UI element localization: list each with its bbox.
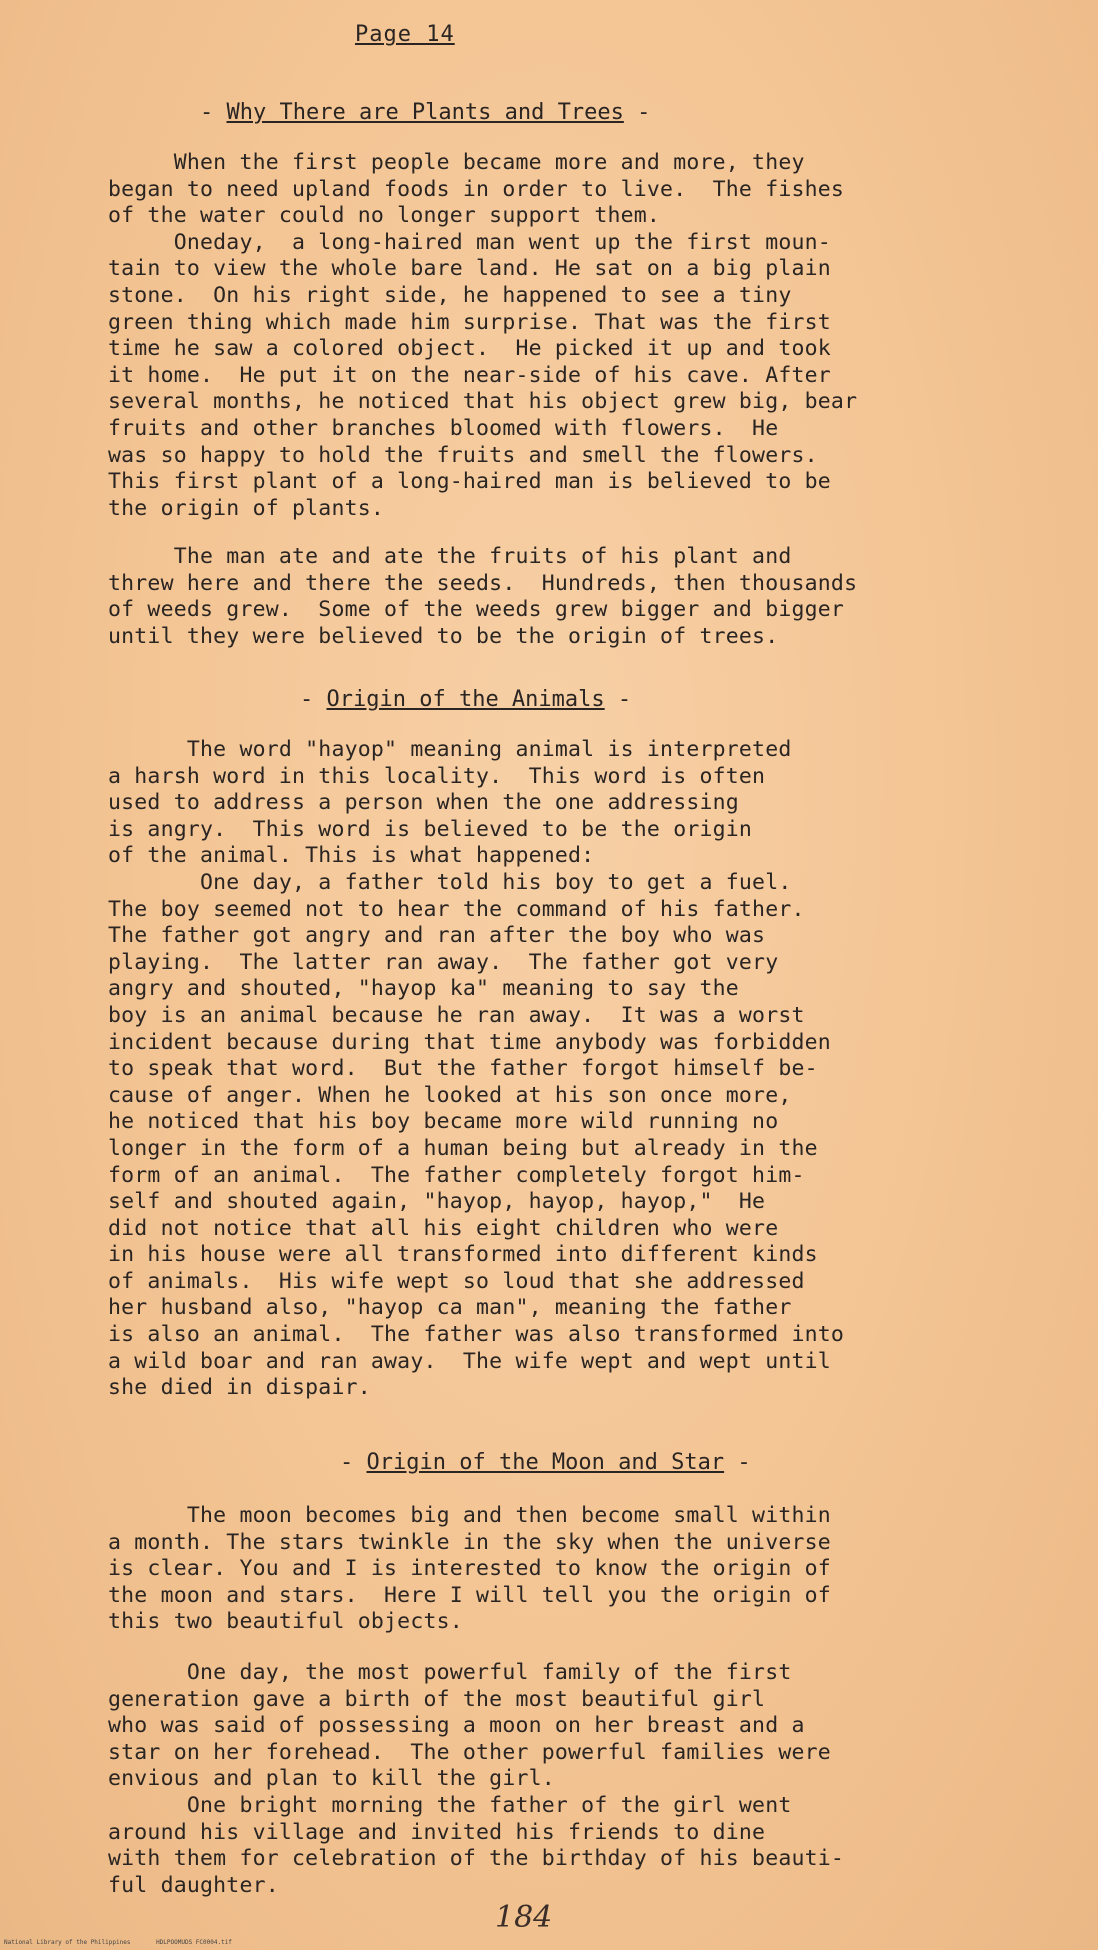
paragraph-plants-1: When the first people became more and more, they began to need upland foods in order to live. The fishes of the water could no longer support them. Oneday, a long-haired man went up the first moun- tain to view the whole bare land. He sat on a big plain stone. On his right side, he happened to see a tiny green thing which made him surprise. That was the first time he saw a colored object. He picked it up and took it home. He put it on the near-side of his cave. After several months, he noticed that his object grew big, bear fruits and other branches bloomed with flowers. He was so happy to hold the fruits and smell the flowers. This first plant of a long-haired man is believed to be the origin of plants. [108, 150, 858, 521]
handwritten-page-number: 184 [495, 1900, 553, 1935]
paragraph-moon-1: The moon becomes big and then become small within a month. The stars twinkle in the sky when the universe is clear. You and I is interested to know the origin of the moon and stars. Here I will tell you the origin of this two beautiful objects. [108, 1503, 831, 1635]
paragraph-plants-2: The man ate and ate the fruits of his plant and threw here and there the seeds. Hundreds, then thousands of weeds grew. Some of the weeds grew bigger and bigger until they were believed to be the origin of trees. [108, 544, 858, 649]
heading-plants-title: Why There are Plants and Trees [226, 100, 624, 125]
paragraph-animals-1: The word "hayop" meaning animal is interpreted a harsh word in this locality. This word is often used to address a person when the one addressing is angry. This word is believed to be the origin of the animal. This is what happened: One day, a father told his boy to get a fuel. The boy seemed not to hear the command of his father. The father got angry and ran after the boy who was playing. The latter ran away. The father got very angry and shouted, "hayop ka" meaning to say the boy is an animal because he ran away. It was a worst incident because during that time anybody was forbidden to speak that word. But the father forgot himself be- cause of anger. When he looked at his son once more, he noticed that his boy became more wild running no longer in the form of a human being but already in the form of an animal. The father completely forgot him- self and shouted again, "hayop, hayop, hayop," He did not notice that all his eight children who were in his house were all transformed into different kinds of animals. His wife wept so loud that she addressed her husband also, "hayop ca man", meaning the father is also an animal. The father was also transformed into a wild boar and ran away. The wife wept and wept until she died in dispair. [108, 737, 845, 1401]
heading-origin-of-animals: - Origin of the Animals - [300, 687, 632, 712]
footer-library: National Library of the Philippines [4, 1939, 131, 1946]
page-label: Page 14 [355, 22, 455, 47]
footer-file: HDLPOOMUDS FC0004.tif [156, 1939, 232, 1946]
heading-origin-of-moon-and-star: - Origin of the Moon and Star - [340, 1450, 751, 1475]
heading-animals-title: Origin of the Animals [326, 687, 605, 712]
scan-footer [4, 1939, 254, 1946]
heading-moon-title: Origin of the Moon and Star [366, 1450, 725, 1475]
paragraph-moon-2: One day, the most powerful family of the first generation gave a birth of the most beautiful girl who was said of possessing a moon on her breast and a star on her forehead. The other powerful families were envious and plan to kill the girl. One bright morning the father of the girl went around his village and invited his friends to dine with them for celebration of the birthday of his beauti- ful daughter. [108, 1660, 845, 1898]
heading-plants-and-trees: - Why There are Plants and Trees - [200, 100, 651, 125]
